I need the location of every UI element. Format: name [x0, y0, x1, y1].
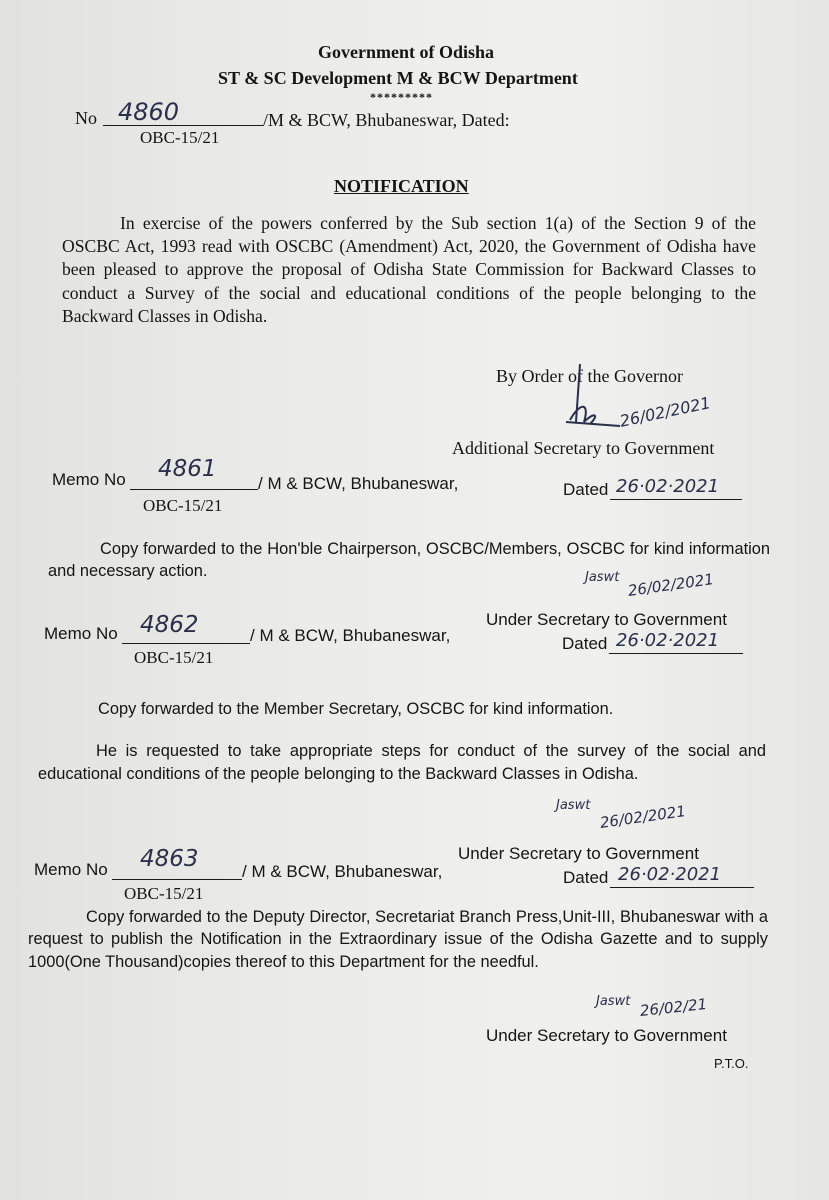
memo2-dated-label: Dated [562, 634, 608, 653]
notification-signature-date: 26/02/2021 [618, 393, 713, 431]
memo2-signature-scrawl: Jaswt [556, 798, 591, 813]
memo3-signature-date: 26/02/21 [639, 995, 708, 1020]
memo1-underline [130, 488, 258, 490]
signature-mark [560, 362, 650, 442]
memo1-file-code: OBC-15/21 [143, 496, 223, 515]
memo3-underline [112, 878, 242, 880]
ref-suffix: /M & BCW, Bhubaneswar, Dated: [263, 110, 510, 130]
memo1-signature-scrawl: Jaswt [585, 570, 620, 585]
memo3-signature-scrawl: Jaswt [596, 994, 631, 1009]
notification-designation: Additional Secretary to Government [452, 438, 715, 458]
by-order-text: By Order of the Governor [496, 366, 683, 386]
memo1-suffix: / M & BCW, Bhubaneswar, [258, 474, 459, 493]
memo3-dated-underline [610, 886, 754, 888]
memo3-dated-value: 26·02·2021 [618, 864, 722, 885]
memo2-text-request: He is requested to take appropriate steps for conduct of the survey of the social and educational conditions of the people belonging to the Backward Classes in Odisha. [38, 742, 766, 783]
memo2-designation: Under Secretary to Government [458, 844, 699, 863]
memo2-file-code: OBC-15/21 [134, 648, 214, 667]
memo1-dated-label: Dated [563, 480, 609, 499]
notification-body: In exercise of the powers conferred by the Sub section 1(a) of the Section 9 of the OSCBC Act, 1993 read with OSCBC (Amendment) Act, 2020, the Government of Odisha have been pleased to approve the proposal of Odisha State Commission for Backward Classes to conduct a Survey of the social and educational conditions of the people belonging to the Backward Classes in Odisha. [62, 213, 756, 326]
memo2-underline [122, 642, 250, 644]
ref-file-code: OBC-15/21 [140, 128, 220, 147]
memo1-dated-underline [610, 498, 742, 500]
memo3-number: 4863 [140, 846, 199, 872]
memo3-text: Copy forwarded to the Deputy Director, Secretariat Branch Press,Unit-III, Bhubaneswar with a request to publish the Notification in the Extraordinary issue of the Odisha Gazette and to supply 1000(One Thousand)copies thereof to this Department for the needful. [28, 908, 768, 971]
memo2-signature-date: 26/02/2021 [598, 802, 687, 832]
memo2-dated-value: 26·02·2021 [616, 630, 720, 651]
header-stars: ********* [370, 90, 433, 104]
memo1-label: Memo No [52, 470, 126, 489]
pto-label: P.T.O. [714, 1056, 749, 1071]
memo2-suffix: / M & BCW, Bhubaneswar, [250, 626, 451, 645]
memo3-label: Memo No [34, 860, 108, 879]
department-title: ST & SC Development M & BCW Department [218, 68, 578, 88]
memo2-dated-underline [609, 652, 743, 654]
memo2-label: Memo No [44, 624, 118, 643]
ref-no-label: No [75, 108, 97, 128]
memo1-designation: Under Secretary to Government [486, 610, 727, 629]
memo3-designation: Under Secretary to Government [486, 1026, 727, 1045]
memo2-text-forward: Copy forwarded to the Member Secretary, OSCBC for kind information. [98, 700, 614, 718]
memo3-dated-label: Dated [563, 868, 609, 887]
memo1-text: Copy forwarded to the Hon'ble Chairperson, OSCBC/Members, OSCBC for kind information and necessary action. [48, 540, 770, 580]
government-title: Government of Odisha [318, 42, 495, 62]
memo1-number: 4861 [158, 456, 217, 482]
ref-no-value: 4860 [118, 98, 180, 126]
memo2-number: 4862 [140, 612, 199, 638]
memo3-file-code: OBC-15/21 [124, 884, 204, 903]
memo1-dated-value: 26·02·2021 [616, 476, 720, 497]
memo1-signature-date: 26/02/2021 [626, 570, 715, 600]
notification-title: NOTIFICATION [334, 176, 469, 196]
memo3-suffix: / M & BCW, Bhubaneswar, [242, 862, 443, 881]
